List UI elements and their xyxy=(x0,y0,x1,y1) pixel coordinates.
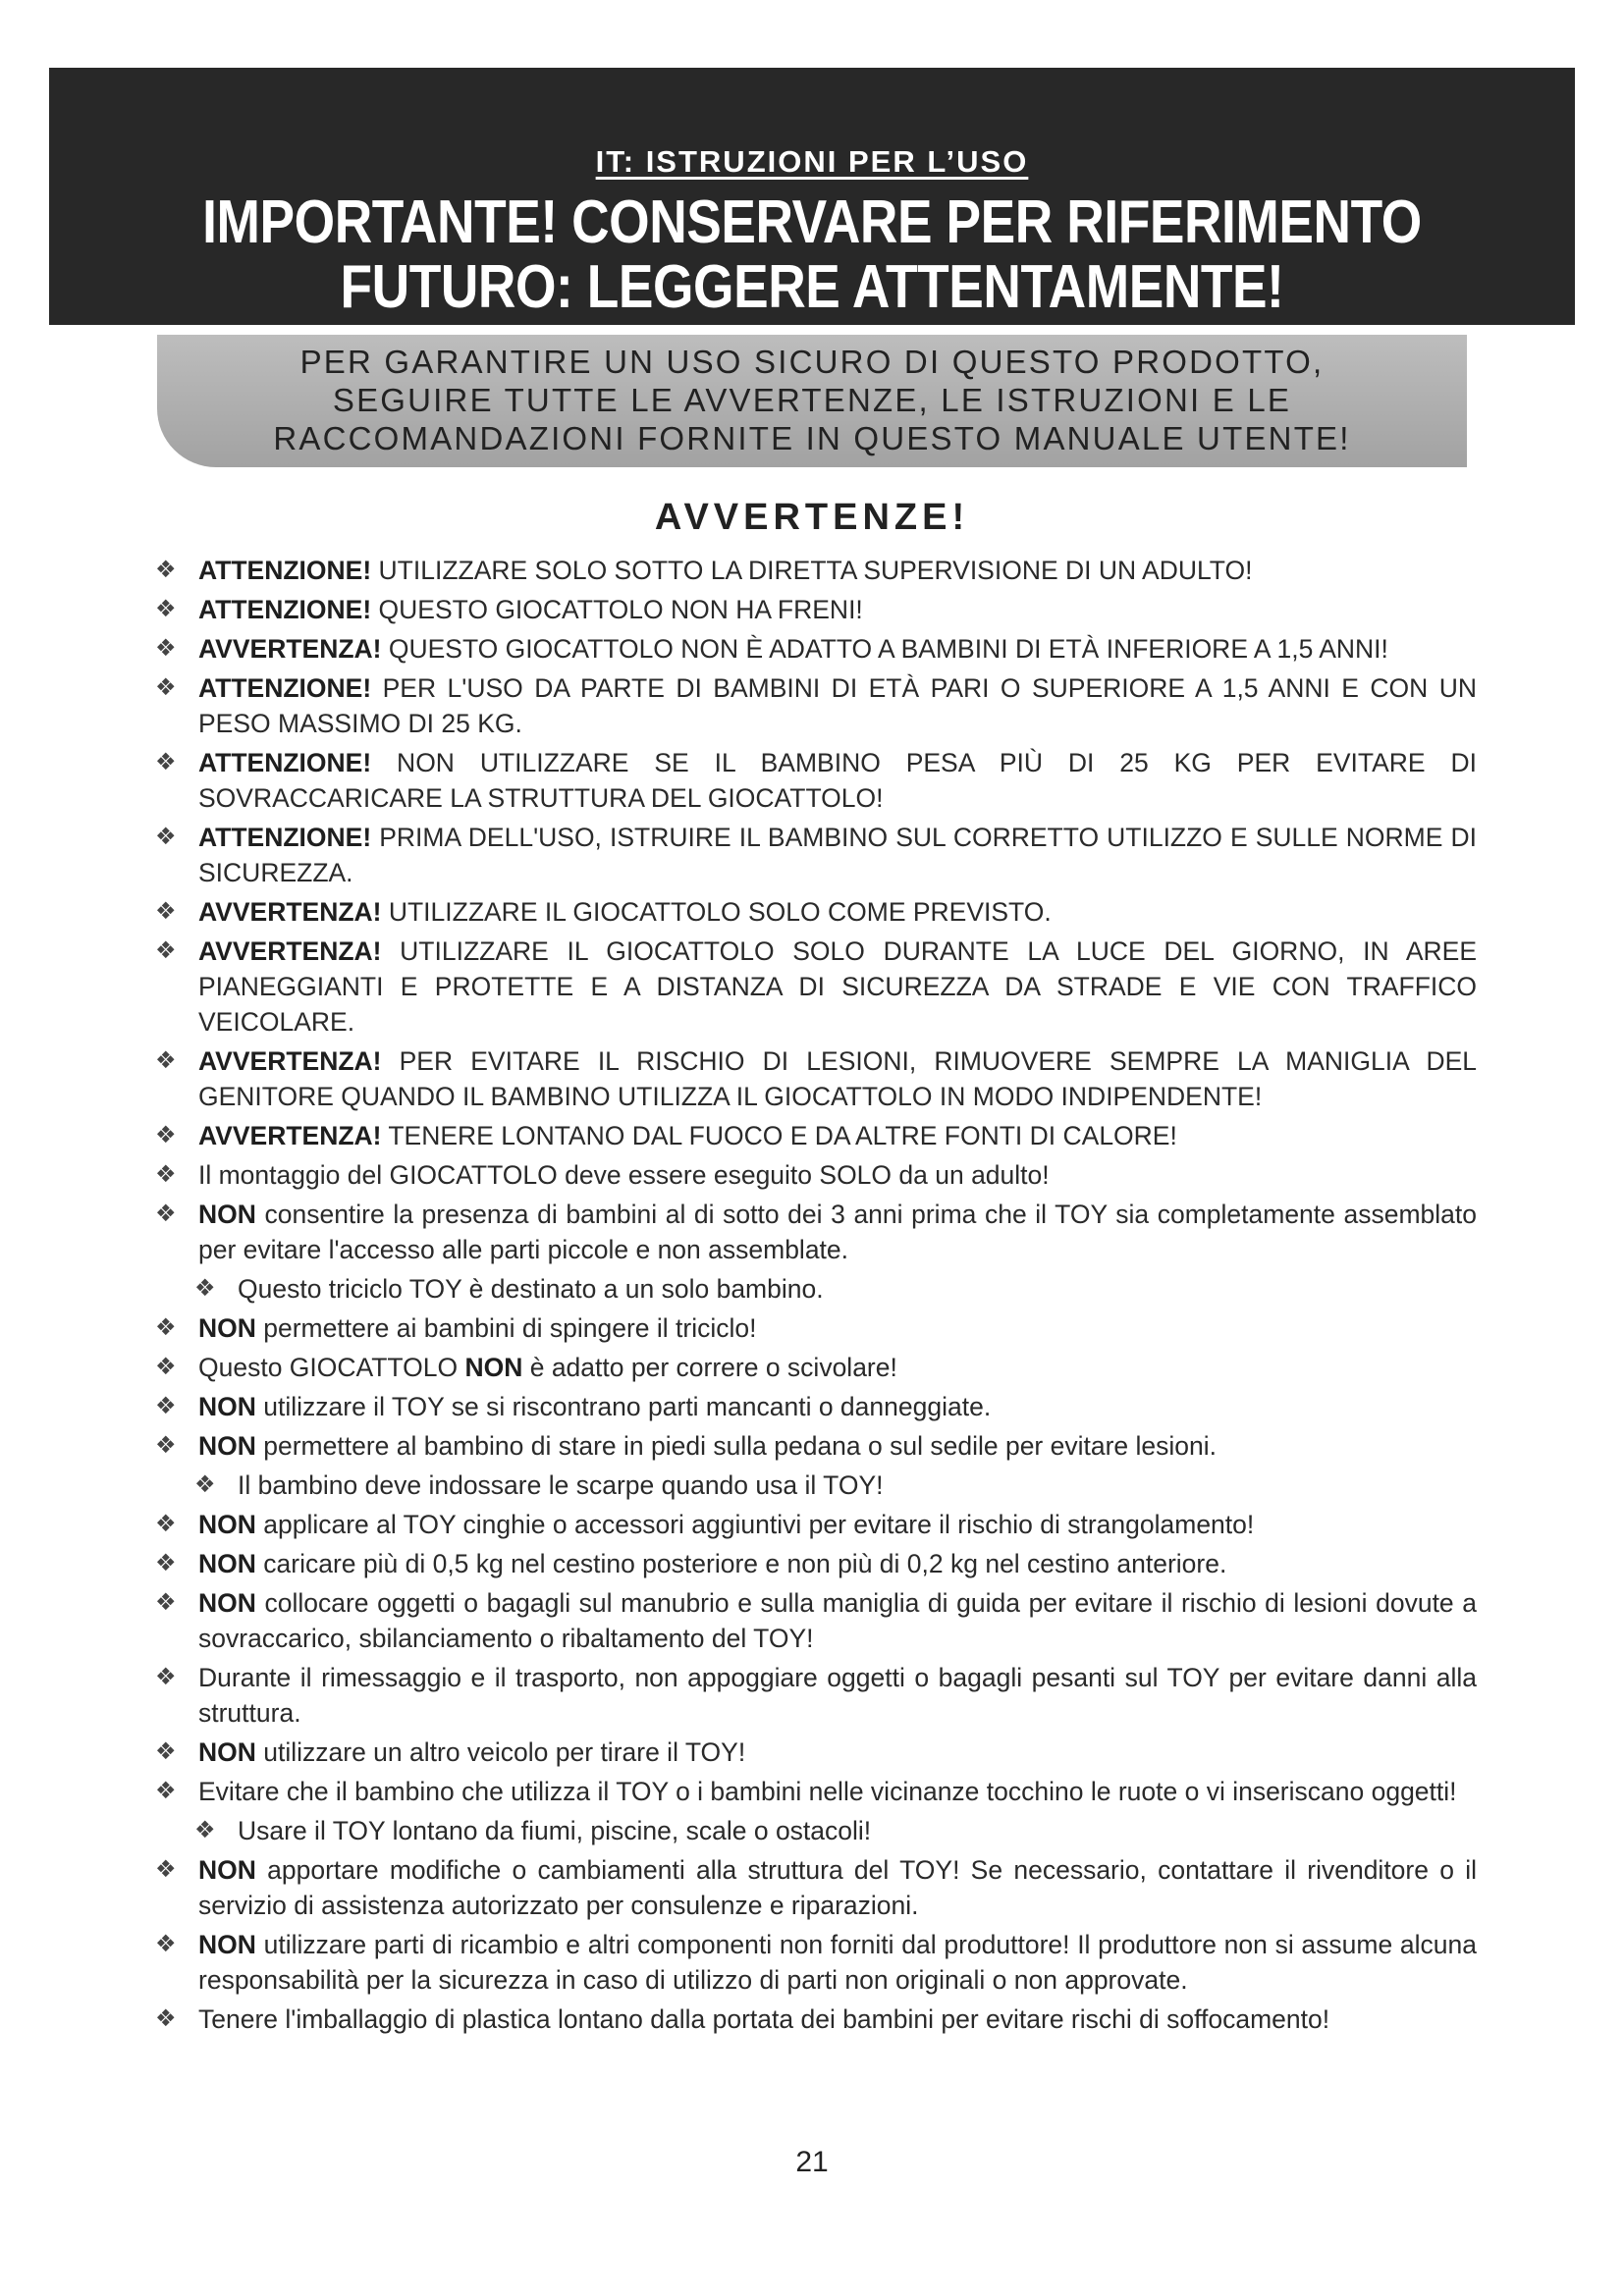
important-title-line-1: IMPORTANTE! CONSERVARE PER RIFERIMENTO xyxy=(202,188,1422,256)
warning-keyword: NON xyxy=(198,1431,256,1461)
warning-text: applicare al TOY cinghie o accessori aggiuntivi per evitare il rischio di strangolamento! xyxy=(255,1510,1255,1539)
instructions-subtitle: IT: ISTRUZIONI PER L’USO xyxy=(595,144,1029,179)
diamond-bullet-icon: ❖ xyxy=(155,1931,177,1957)
warning-text: permettere al bambino di stare in piedi sulla pedana o sul sedile per evitare lesioni. xyxy=(255,1431,1218,1461)
warning-text: caricare più di 0,5 kg nel cestino posteriore e non più di 0,2 kg nel cestino anteriore. xyxy=(255,1549,1227,1578)
header-band xyxy=(49,68,1575,325)
diamond-bullet-icon: ❖ xyxy=(155,1354,177,1380)
warning-keyword: NON xyxy=(198,1313,256,1343)
warning-text: Questo GIOCATTOLO xyxy=(198,1353,465,1382)
warning-text: utilizzare il TOY se si riscontrano parti mancanti o danneggiate. xyxy=(255,1392,992,1421)
warning-item xyxy=(147,1118,1477,1153)
warning-item xyxy=(147,1660,1477,1731)
diamond-bullet-icon: ❖ xyxy=(155,1122,177,1148)
diamond-bullet-icon: ❖ xyxy=(194,1817,216,1843)
important-title-line-2: FUTURO: LEGGERE ATTENTAMENTE! xyxy=(340,253,1284,321)
warning-item xyxy=(147,1852,1477,1923)
warning-item xyxy=(147,894,1477,930)
warning-item xyxy=(147,1468,1477,1503)
warning-keyword: AVVERTENZA! xyxy=(198,936,382,966)
warning-item xyxy=(147,1310,1477,1346)
warning-text: utilizzare un altro veicolo per tirare il TOY! xyxy=(255,1737,746,1767)
diamond-bullet-icon: ❖ xyxy=(155,1550,177,1576)
warning-item xyxy=(147,1735,1477,1770)
warning-text: permettere ai bambini di spingere il triciclo! xyxy=(255,1313,757,1343)
warning-keyword: NON xyxy=(198,1200,256,1229)
warning-item xyxy=(147,820,1477,890)
warning-item xyxy=(147,1043,1477,1114)
warning-item xyxy=(147,670,1477,741)
warning-text: UTILIZZARE IL GIOCATTOLO SOLO DURANTE LA LUCE DEL GIORNO, IN AREE PIANEGGIANTI E PROTETTE E A DISTANZA DI SICUREZZA DA STRADE E VIE CON TRAFFICO VEICOLARE. xyxy=(198,936,1477,1037)
diamond-bullet-icon: ❖ xyxy=(155,1738,177,1765)
warning-text: apportare modifiche o cambiamenti alla struttura del TOY! Se necessario, contattare il rivenditore o il servizio di assistenza autorizzato per consulenze e riparazioni. xyxy=(198,1855,1477,1920)
warning-keyword: AVVERTENZA! xyxy=(198,1046,382,1076)
diamond-bullet-icon: ❖ xyxy=(155,937,177,964)
warning-text: Tenere l'imballaggio di plastica lontano dalla portata dei bambini per evitare rischi di soffocamento! xyxy=(198,2004,1330,2034)
warning-item xyxy=(147,631,1477,667)
warning-text: collocare oggetti o bagagli sul manubrio e sulla maniglia di guida per evitare il rischio di lesioni dovute a sovraccarico, sbilanciamento o ribaltamento del TOY! xyxy=(198,1588,1477,1653)
important-title xyxy=(156,190,1468,320)
warning-keyword: ATTENZIONE! xyxy=(198,556,372,585)
warning-text: QUESTO GIOCATTOLO NON HA FRENI! xyxy=(371,595,863,624)
warning-keyword: ATTENZIONE! xyxy=(198,673,372,703)
warning-text: consentire la presenza di bambini al di sotto dei 3 anni prima che il TOY sia completamente assemblato per evitare l'accesso alle parti piccole e non assemblate. xyxy=(198,1200,1477,1264)
warnings-list xyxy=(147,553,1477,2041)
warning-keyword: AVVERTENZA! xyxy=(198,634,382,664)
warning-text: Il montaggio del GIOCATTOLO deve essere eseguito SOLO da un adulto! xyxy=(198,1160,1050,1190)
diamond-bullet-icon: ❖ xyxy=(155,674,177,701)
warning-item xyxy=(147,1585,1477,1656)
warning-item xyxy=(147,592,1477,627)
warning-keyword: NON xyxy=(198,1549,256,1578)
warning-keyword: NON xyxy=(464,1353,523,1382)
diamond-bullet-icon: ❖ xyxy=(155,1664,177,1690)
diamond-bullet-icon: ❖ xyxy=(155,1778,177,1804)
warning-text: PER EVITARE IL RISCHIO DI LESIONI, RIMUOVERE SEMPRE LA MANIGLIA DEL GENITORE QUANDO IL BAMBINO UTILIZZA IL GIOCATTOLO IN MODO INDIPENDENTE! xyxy=(198,1046,1477,1111)
warning-keyword: ATTENZIONE! xyxy=(198,595,372,624)
diamond-bullet-icon: ❖ xyxy=(155,1201,177,1227)
warnings-heading: AVVERTENZE! xyxy=(654,497,970,538)
warning-text: Questo triciclo TOY è destinato a un solo bambino. xyxy=(238,1274,824,1304)
warning-text: NON UTILIZZARE SE IL BAMBINO PESA PIÙ DI 25 KG PER EVITARE DI SOVRACCARICARE LA STRUTTURA DEL GIOCATTOLO! xyxy=(198,748,1477,813)
warning-text: QUESTO GIOCATTOLO NON È ADATTO A BAMBINI DI ETÀ INFERIORE A 1,5 ANNI! xyxy=(381,634,1388,664)
warning-keyword: NON xyxy=(198,1588,256,1618)
warning-text: Usare il TOY lontano da fiumi, piscine, scale o ostacoli! xyxy=(238,1816,872,1845)
warning-text: Durante il rimessaggio e il trasporto, non appoggiare oggetti o bagagli pesanti sul TOY per evitare danni alla struttura. xyxy=(198,1663,1477,1728)
diamond-bullet-icon: ❖ xyxy=(155,1393,177,1419)
warning-item xyxy=(147,1546,1477,1581)
warning-item xyxy=(147,1927,1477,1998)
warning-item xyxy=(147,1813,1477,1848)
warning-item xyxy=(147,1428,1477,1464)
warning-item xyxy=(147,745,1477,816)
diamond-bullet-icon: ❖ xyxy=(155,1511,177,1537)
diamond-bullet-icon: ❖ xyxy=(155,749,177,775)
warning-text: UTILIZZARE SOLO SOTTO LA DIRETTA SUPERVISIONE DI UN ADULTO! xyxy=(371,556,1253,585)
diamond-bullet-icon: ❖ xyxy=(155,1047,177,1074)
warning-item xyxy=(147,1507,1477,1542)
warning-text: è adatto per correre o scivolare! xyxy=(522,1353,897,1382)
safety-banner-line-2: SEGUIRE TUTTE LE AVVERTENZE, LE ISTRUZIONI E LE xyxy=(332,382,1292,418)
warning-keyword: NON xyxy=(198,1510,256,1539)
diamond-bullet-icon: ❖ xyxy=(155,1432,177,1459)
diamond-bullet-icon: ❖ xyxy=(155,557,177,583)
warning-text: PRIMA DELL'USO, ISTRUIRE IL BAMBINO SUL CORRETTO UTILIZZO E SULLE NORME DI SICUREZZA. xyxy=(198,823,1477,887)
warning-item xyxy=(147,1350,1477,1385)
safety-banner-line-1: PER GARANTIRE UN USO SICURO DI QUESTO PRODOTTO, xyxy=(299,344,1325,380)
warning-keyword: NON xyxy=(198,1392,256,1421)
page-number: 21 xyxy=(795,2146,829,2178)
diamond-bullet-icon: ❖ xyxy=(155,635,177,662)
diamond-bullet-icon: ❖ xyxy=(155,898,177,925)
warning-keyword: NON xyxy=(198,1855,256,1885)
warning-item xyxy=(147,2002,1477,2037)
diamond-bullet-icon: ❖ xyxy=(155,1314,177,1341)
warning-text: TENERE LONTANO DAL FUOCO E DA ALTRE FONTI DI CALORE! xyxy=(381,1121,1177,1150)
warning-item xyxy=(147,934,1477,1040)
diamond-bullet-icon: ❖ xyxy=(155,1161,177,1188)
warning-text: utilizzare parti di ricambio e altri componenti non forniti dal produttore! Il produttore non si assume alcuna responsabilità per la sicurezza in caso di utilizzo di parti non originali o non approvate. xyxy=(198,1930,1477,1995)
warning-text: Il bambino deve indossare le scarpe quando usa il TOY! xyxy=(238,1470,884,1500)
diamond-bullet-icon: ❖ xyxy=(155,2005,177,2032)
warning-item xyxy=(147,1389,1477,1424)
diamond-bullet-icon: ❖ xyxy=(155,596,177,622)
warning-keyword: ATTENZIONE! xyxy=(198,823,372,852)
safety-banner-line-3: RACCOMANDAZIONI FORNITE IN QUESTO MANUALE UTENTE! xyxy=(273,420,1351,456)
diamond-bullet-icon: ❖ xyxy=(194,1471,216,1498)
diamond-bullet-icon: ❖ xyxy=(194,1275,216,1302)
warning-item xyxy=(147,1271,1477,1307)
warning-item xyxy=(147,1157,1477,1193)
warning-keyword: AVVERTENZA! xyxy=(198,1121,382,1150)
warning-keyword: AVVERTENZA! xyxy=(198,897,382,927)
warning-keyword: NON xyxy=(198,1737,256,1767)
diamond-bullet-icon: ❖ xyxy=(155,1856,177,1883)
diamond-bullet-icon: ❖ xyxy=(155,824,177,850)
diamond-bullet-icon: ❖ xyxy=(155,1589,177,1616)
warning-item xyxy=(147,553,1477,588)
warning-keyword: ATTENZIONE! xyxy=(198,748,372,777)
warning-item xyxy=(147,1197,1477,1267)
warning-text: Evitare che il bambino che utilizza il TOY o i bambini nelle vicinanze tocchino le ruote o vi inseriscano oggetti! xyxy=(198,1777,1457,1806)
warning-text: UTILIZZARE IL GIOCATTOLO SOLO COME PREVISTO. xyxy=(381,897,1052,927)
warning-item xyxy=(147,1774,1477,1809)
warning-keyword: NON xyxy=(198,1930,256,1959)
warning-text: PER L'USO DA PARTE DI BAMBINI DI ETÀ PARI O SUPERIORE A 1,5 ANNI E CON UN PESO MASSIMO DI 25 KG. xyxy=(198,673,1477,738)
safety-banner xyxy=(157,335,1467,467)
